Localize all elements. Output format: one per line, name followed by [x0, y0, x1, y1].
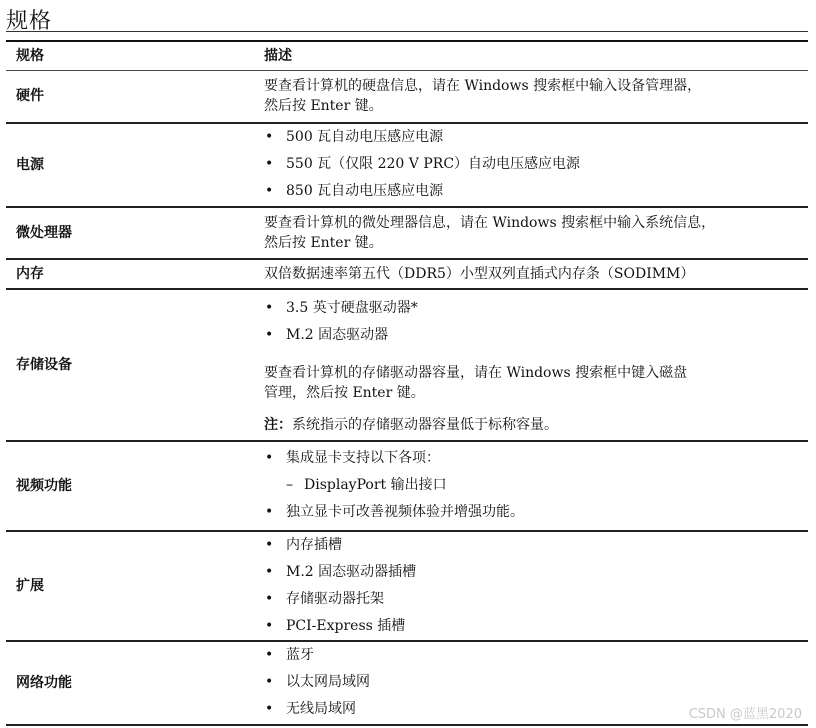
bullet-icon: •: [265, 617, 274, 634]
table-row-storage: [6, 289, 808, 441]
bullet-icon: •: [265, 450, 274, 466]
row-description: [264, 531, 808, 641]
bullet-icon: •: [265, 504, 274, 520]
list-item: • M.2 固态驱动器插槽: [264, 559, 808, 586]
list-item: • M.2 固态驱动器: [264, 322, 808, 349]
row-label: 硬件: [6, 71, 264, 123]
row-description: [264, 289, 808, 441]
title-rule: [6, 31, 808, 32]
desc-line: 然后按 Enter 键。: [264, 98, 383, 115]
list-item: • 500 瓦自动电压感应电源: [264, 124, 808, 151]
header-spec: 规格: [6, 41, 264, 71]
list-item: • 850 瓦自动电压感应电源: [264, 178, 808, 205]
sub-list-item: – DisplayPort 输出接口: [264, 472, 808, 499]
row-label: 微处理器: [6, 207, 264, 259]
table-row-power: [6, 123, 808, 207]
table-header-row: [6, 41, 808, 71]
bullet-icon: •: [265, 590, 274, 607]
note-label: 注：: [264, 416, 292, 433]
bullet-icon: •: [265, 326, 274, 343]
table-row-hardware: [6, 71, 808, 123]
page-title: 规格: [6, 9, 53, 34]
list-item: • 内存插槽: [264, 532, 808, 559]
row-description: [264, 207, 808, 259]
row-description: [264, 441, 808, 531]
bullet-icon: •: [265, 156, 274, 172]
bullet-icon: •: [265, 563, 274, 580]
list-item: • 550 瓦（仅限 220 V PRC）自动电压感应电源: [264, 151, 808, 178]
table-row-video: [6, 441, 808, 531]
desc-line: 然后按 Enter 键。: [264, 234, 383, 251]
desc-line: 管理，然后按 Enter 键。: [264, 384, 425, 401]
header-description: 描述: [264, 41, 808, 71]
row-label: 网络功能: [6, 641, 264, 725]
spec-table: [6, 40, 808, 726]
bullet-icon: •: [265, 299, 274, 316]
row-label: 存储设备: [6, 289, 264, 441]
bullet-icon: •: [265, 647, 274, 663]
desc-line: 要查看计算机的存储驱动器容量，请在 Windows 搜索框中键入磁盘: [264, 364, 688, 381]
list-item: • 无线局域网: [264, 696, 808, 723]
list-item: • 存储驱动器托架: [264, 586, 808, 613]
desc-line: 要查看计算机的硬盘信息，请在 Windows 搜索框中输入设备管理器，: [264, 78, 702, 95]
list-item: • 3.5 英寸硬盘驱动器*: [264, 295, 808, 322]
dash-icon: –: [286, 477, 293, 493]
desc-line: 要查看计算机的微处理器信息，请在 Windows 搜索框中输入系统信息，: [264, 214, 716, 231]
list-item: • 独立显卡可改善视频体验并增强功能。: [264, 499, 808, 526]
note: [264, 415, 808, 435]
table-row-expansion: [6, 531, 808, 641]
table-row-network: [6, 641, 808, 725]
list-item: • 以太网局域网: [264, 669, 808, 696]
row-description: [264, 123, 808, 207]
row-description: 双倍数据速率第五代（DDR5）小型双列直插式内存条（SODIMM）: [264, 259, 808, 289]
watermark: CSDN @蓝黑2020: [688, 707, 802, 722]
row-label: 内存: [6, 259, 264, 289]
table-row-cpu: [6, 207, 808, 259]
row-label: 电源: [6, 123, 264, 207]
row-label: 视频功能: [6, 441, 264, 531]
list-item: • PCI-Express 插槽: [264, 613, 808, 640]
list-item: • 蓝牙: [264, 642, 808, 669]
row-label: 扩展: [6, 531, 264, 641]
bullet-icon: •: [265, 674, 274, 690]
bullet-icon: •: [265, 701, 274, 717]
bullet-icon: •: [265, 183, 274, 199]
bullet-icon: •: [265, 129, 274, 145]
table-row-memory: [6, 259, 808, 289]
note-text: 系统指示的存储驱动器容量低于标称容量。: [292, 416, 558, 433]
bullet-icon: •: [265, 536, 274, 553]
row-description: [264, 71, 808, 123]
list-item: • 集成显卡支持以下各项：: [264, 445, 808, 472]
